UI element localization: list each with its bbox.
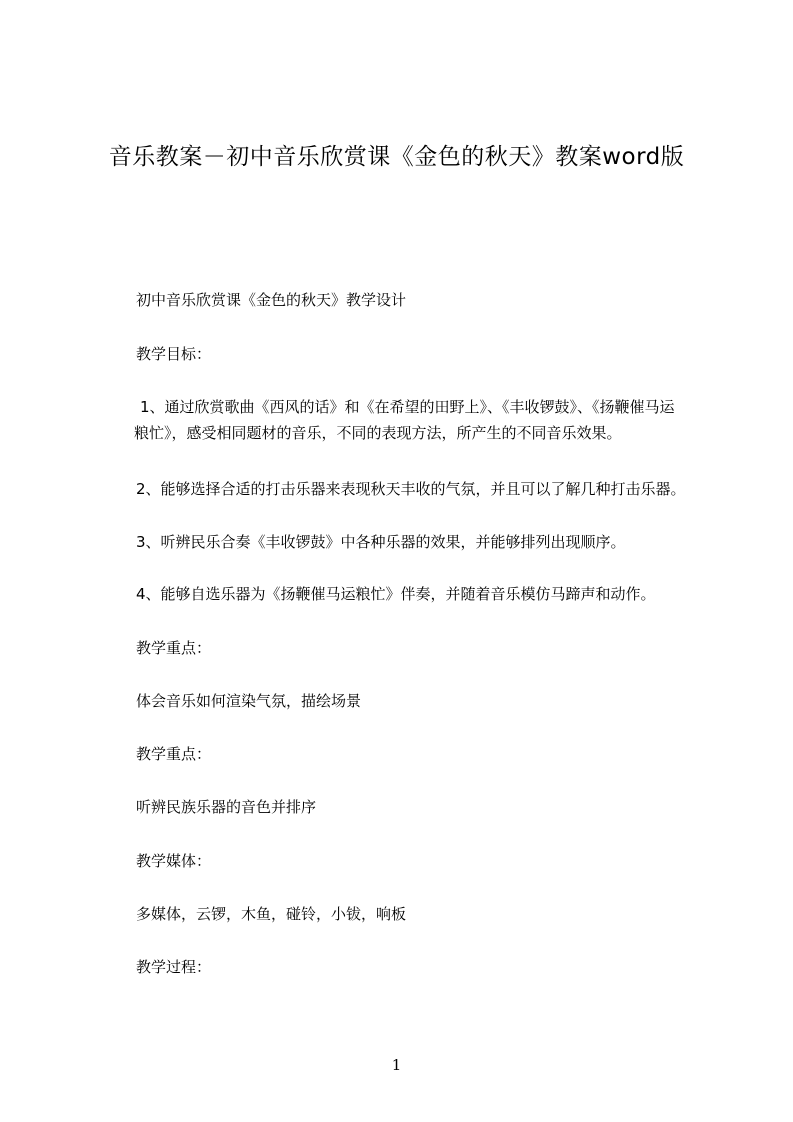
objective-1-line-2: 粮忙》，感受相同题材的音乐，不同的表现方法，所产生的不同音乐效果。 [134,424,622,442]
key-point-text-2: 听辨民族乐器的音色并排序 [136,798,317,816]
lesson-design-heading: 初中音乐欣赏课《金色的秋天》教学设计 [136,291,407,309]
teaching-key-points-heading-2: 教学重点： [136,745,212,763]
teaching-process-heading: 教学过程： [136,958,212,976]
objective-1 [134,394,724,446]
objective-1-line-1: 1、通过欣赏歌曲《西风的话》和《在希望的田野上》、《丰收锣鼓》、《扬鞭催马运 [140,398,675,416]
objective-2: 2、能够选择合适的打击乐器来表现秋天丰收的气氛，并且可以了解几种打击乐器。 [136,480,686,498]
teaching-media-text: 多媒体，云锣，木鱼，碰铃，小钹，响板 [136,905,407,923]
teaching-key-points-heading: 教学重点： [136,639,212,657]
key-point-text: 体会音乐如何渲染气氛，描绘场景 [136,692,362,710]
document-title: 音乐教案－初中音乐欣赏课《金色的秋天》教案word版 [108,144,685,170]
objective-3: 3、听辨民乐合奏《丰收锣鼓》中各种乐器的效果，并能够排列出现顺序。 [136,533,626,551]
page-number: 1 [391,1056,402,1074]
teaching-media-heading: 教学媒体： [136,852,212,870]
teaching-objectives-heading: 教学目标： [136,345,212,363]
objective-4: 4、能够自选乐器为《扬鞭催马运粮忙》伴奏，并随着音乐模仿马蹄声和动作。 [136,585,656,603]
